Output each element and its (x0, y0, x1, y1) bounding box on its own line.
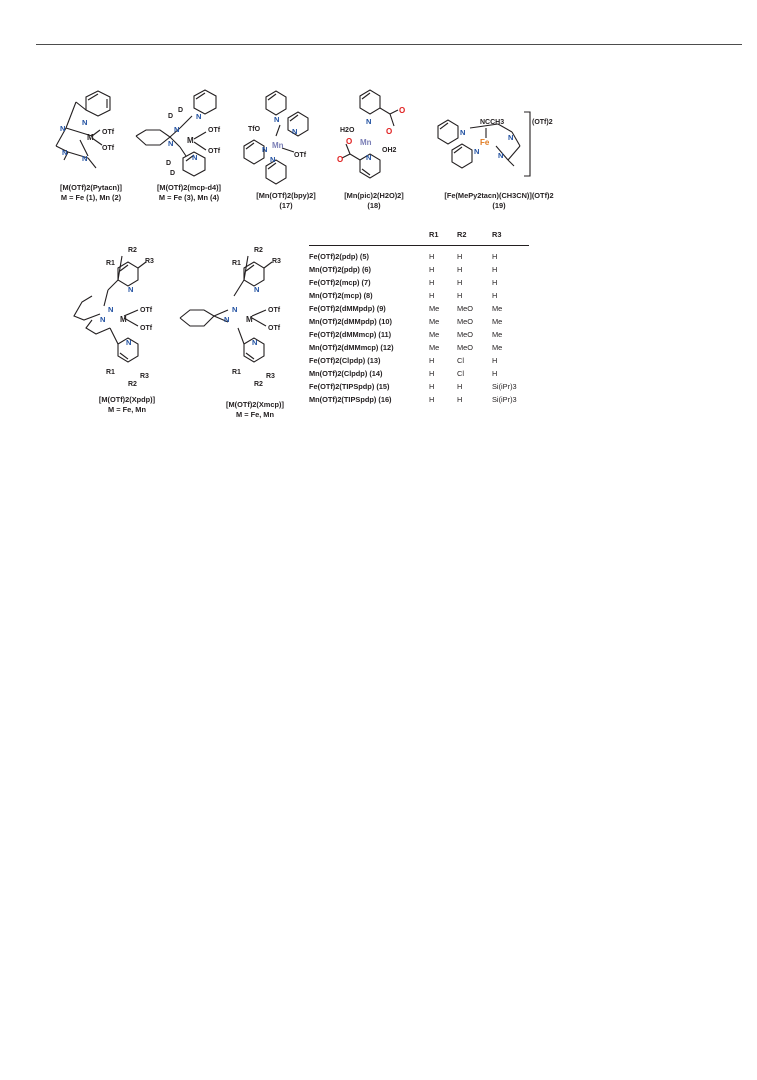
metal-atom: M (246, 315, 253, 324)
r2-value: MeO (457, 343, 474, 352)
r2-value: MeO (457, 330, 474, 339)
r3-value: Me (492, 330, 503, 339)
table-row (309, 382, 549, 395)
r1-value: H (429, 278, 435, 287)
n-atom: N (126, 338, 132, 347)
caption-title: [Mn(OTf)2(bpy)2] (256, 191, 316, 200)
r3-value: H (492, 291, 498, 300)
table-row (309, 343, 549, 356)
otf-ligand: OTf (102, 129, 115, 136)
column-header-r3: R3 (492, 230, 502, 239)
r1-value: Me (429, 304, 440, 313)
table-row (309, 330, 549, 343)
caption-subtitle: (18) (367, 201, 381, 210)
complex-name: Mn(OTf)2(dMMmcp) (12) (309, 343, 394, 352)
caption-title: [M(OTf)2(mcp-d4)] (156, 183, 222, 192)
n-atom: N (128, 285, 134, 294)
r3-value: Me (492, 317, 503, 326)
r2-value: H (457, 265, 463, 274)
r1-value: H (429, 356, 435, 365)
metal-atom: M (187, 136, 194, 145)
complex-name: Fe(OTf)2(Clpdp) (13) (309, 356, 381, 365)
r3-value: Me (492, 343, 503, 352)
r3-value: H (492, 369, 498, 378)
structure-mcp-d4 (136, 90, 221, 177)
r3-value: Si(iPr)3 (492, 395, 517, 404)
n-atom: N (60, 124, 66, 133)
r2-label: R2 (128, 247, 137, 254)
r1-value: Me (429, 317, 440, 326)
n-atom: N (168, 139, 174, 148)
n-atom: N (62, 148, 68, 157)
r1-value: H (429, 252, 435, 261)
n-atom: N (254, 285, 260, 294)
table-row (309, 304, 549, 317)
r3-value: H (492, 252, 498, 261)
r2-label: R2 (254, 381, 263, 388)
otf-ligand: OTf (268, 325, 281, 332)
r2-value: H (457, 291, 463, 300)
caption-xpdp (72, 395, 182, 415)
caption-subtitle: (19) (492, 201, 506, 210)
oxygen-atom: O (346, 137, 353, 146)
caption-title: [M(OTf)2(Pytacn)] (60, 183, 122, 192)
n-atom: N (460, 128, 466, 137)
column-header-r2: R2 (457, 230, 467, 239)
otf-ligand: OTf (102, 145, 115, 152)
complex-name: Fe(OTf)2(TIPSpdp) (15) (309, 382, 390, 391)
caption-mepy2tacn (424, 191, 574, 211)
r1-value: Me (429, 343, 440, 352)
r1-label: R1 (232, 369, 241, 376)
oxygen-atom: O (399, 106, 406, 115)
r1-label: R1 (106, 369, 115, 376)
otf-ligand: TfO (248, 126, 261, 133)
deuterium-label: D (178, 107, 184, 114)
caption-xmcp (200, 400, 310, 420)
oxygen-atom: O (386, 127, 393, 136)
caption-title: [M(OTf)2(Xpdp)] (98, 395, 156, 404)
caption-title: [Mn(pic)2(H2O)2] (344, 191, 404, 200)
n-atom: N (498, 151, 504, 160)
r3-label: R3 (140, 373, 149, 380)
complex-name: Fe(OTf)2(mcp) (7) (309, 278, 371, 287)
n-atom: N (196, 112, 202, 121)
r3-label: R3 (272, 258, 281, 265)
r1-value: H (429, 369, 435, 378)
n-atom: N (270, 155, 276, 164)
r3-label: R3 (145, 258, 154, 265)
caption-subtitle: M = Fe, Mn (108, 405, 146, 414)
r1-label: R1 (106, 260, 115, 267)
complex-name: Mn(OTf)2(TIPSpdp) (16) (309, 395, 392, 404)
caption-title: [M(OTf)2(Xmcp)] (226, 400, 284, 409)
r2-value: Cl (457, 356, 464, 365)
r1-value: H (429, 395, 435, 404)
n-atom: N (366, 153, 372, 162)
table-row (309, 317, 549, 330)
n-atom: N (474, 147, 480, 156)
acetonitrile-ligand: NCCH3 (480, 119, 505, 126)
r3-value: Me (492, 304, 503, 313)
r3-value: Si(iPr)3 (492, 382, 517, 391)
table-row (309, 291, 549, 304)
caption-title: [Fe(MePy2tacn)(CH3CN)](OTf)2 (444, 191, 554, 200)
n-atom: N (174, 125, 180, 134)
caption-pytacn (36, 183, 146, 203)
metal-atom: M (120, 315, 127, 324)
n-atom: N (192, 153, 198, 162)
deuterium-label: D (168, 113, 174, 120)
structure-mepy2tacn (438, 112, 553, 176)
oxygen-atom: O (337, 155, 344, 164)
table-row (309, 369, 549, 382)
metal-atom: Mn (272, 141, 284, 150)
complex-name: Fe(OTf)2(dMMmcp) (11) (309, 330, 392, 339)
caption-pic (324, 191, 424, 211)
n-atom: N (108, 305, 114, 314)
counterion-label: (OTf)2 (532, 119, 553, 126)
n-atom: N (100, 315, 106, 324)
complex-name: Mn(OTf)2(Clpdp) (14) (309, 369, 383, 378)
table-row (309, 278, 549, 291)
water-ligand: OH2 (382, 147, 397, 154)
column-header-r1: R1 (429, 230, 439, 239)
caption-subtitle: M = Fe (3), Mn (4) (158, 193, 220, 202)
n-atom: N (224, 315, 230, 324)
otf-ligand: OTf (208, 148, 221, 155)
deuterium-label: D (170, 170, 176, 177)
caption-subtitle: (17) (279, 201, 293, 210)
caption-mcp-d4 (134, 183, 244, 203)
n-atom: N (82, 118, 88, 127)
r2-value: H (457, 278, 463, 287)
complex-name: Fe(OTf)2(dMMpdp) (9) (309, 304, 386, 313)
r2-label: R2 (128, 381, 137, 388)
n-atom: N (274, 115, 280, 124)
r1-value: Me (429, 330, 440, 339)
r3-label: R3 (266, 373, 275, 380)
r3-value: H (492, 356, 498, 365)
r1-value: H (429, 265, 435, 274)
structure-xmcp (180, 247, 281, 388)
otf-ligand: OTf (140, 307, 153, 314)
deuterium-label: D (166, 160, 172, 167)
table-header-rule (309, 245, 529, 246)
caption-subtitle: M = Fe, Mn (236, 410, 274, 419)
structure-pic (337, 90, 405, 178)
r2-value: H (457, 252, 463, 261)
caption-bpy (236, 191, 336, 211)
r3-value: H (492, 265, 498, 274)
otf-ligand: OTf (140, 325, 153, 332)
metal-atom: Mn (360, 138, 372, 147)
r2-value: Cl (457, 369, 464, 378)
otf-ligand: OTf (208, 127, 221, 134)
complex-name: Fe(OTf)2(pdp) (5) (309, 252, 369, 261)
r1-value: H (429, 382, 435, 391)
r2-value: H (457, 382, 463, 391)
otf-ligand: OTf (268, 307, 281, 314)
metal-atom: M (87, 133, 94, 142)
r2-value: MeO (457, 317, 474, 326)
table-row (309, 356, 549, 369)
r3-value: H (492, 278, 498, 287)
complex-name: Mn(OTf)2(dMMpdp) (10) (309, 317, 392, 326)
structure-xpdp (74, 247, 154, 388)
r2-value: H (457, 395, 463, 404)
r2-label: R2 (254, 247, 263, 254)
r2-value: MeO (457, 304, 474, 313)
structure-pytacn (56, 91, 115, 168)
n-atom: N (232, 305, 238, 314)
n-atom: N (292, 127, 298, 136)
n-atom: N (252, 338, 258, 347)
n-atom: N (366, 117, 372, 126)
n-atom: N (508, 133, 514, 142)
complex-name: Mn(OTf)2(mcp) (8) (309, 291, 373, 300)
caption-subtitle: M = Fe (1), Mn (2) (60, 193, 122, 202)
table-row (309, 265, 549, 278)
structure-bpy (244, 91, 308, 184)
metal-atom: Fe (480, 138, 490, 147)
table-row (309, 252, 549, 265)
table-row (309, 395, 549, 408)
complex-name: Mn(OTf)2(pdp) (6) (309, 265, 371, 274)
n-atom: N (262, 145, 268, 154)
water-ligand: H2O (340, 127, 355, 134)
otf-ligand: OTf (294, 152, 307, 159)
n-atom: N (82, 154, 88, 163)
r1-label: R1 (232, 260, 241, 267)
r1-value: H (429, 291, 435, 300)
